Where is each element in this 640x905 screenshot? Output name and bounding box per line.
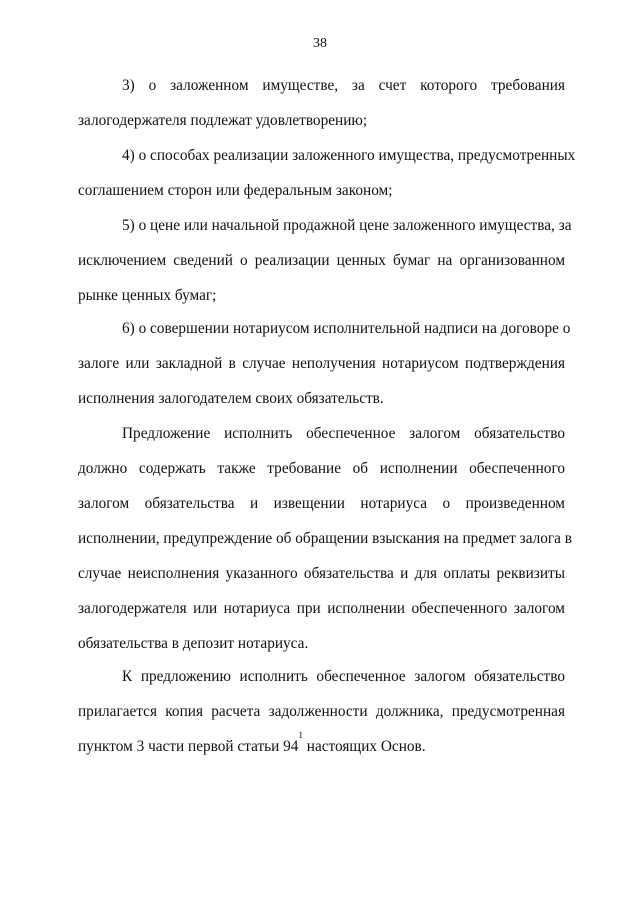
- page-number: 38: [313, 36, 327, 51]
- text-segment: пунктом 3 части первой статьи 94: [78, 738, 299, 755]
- superscript: 1: [298, 730, 303, 740]
- text-line: обязательства в депозит нотариуса.: [78, 635, 309, 652]
- text-line: прилагается копия расчета задолженности должника, предусмотренная: [78, 703, 565, 720]
- text-line: должно содержать также требование об исполнении обеспеченного: [78, 460, 565, 477]
- text-line: рынке ценных бумаг;: [78, 287, 217, 304]
- text-line: соглашением сторон или федеральным законом;: [78, 182, 393, 199]
- text-line: 4) о способах реализации заложенного имущества, предусмотренных: [122, 147, 576, 164]
- text-line: исполнении, предупреждение об обращении взыскания на предмет залога в: [78, 530, 573, 547]
- text-line: 3) о заложенном имуществе, за счет которого требования: [122, 77, 565, 94]
- text-line: случае неисполнения указанного обязательства и для оплаты реквизиты: [78, 565, 565, 582]
- body-paragraph: [78, 668, 565, 755]
- text-segment: настоящих Основ.: [302, 738, 426, 755]
- text-line: 5) о цене или начальной продажной цене заложенного имущества, за: [122, 217, 572, 234]
- list-item-5: [78, 217, 572, 304]
- list-item-4: [78, 147, 576, 199]
- text-line: залогодержателя подлежат удовлетворению;: [78, 112, 368, 129]
- body-paragraph: [78, 425, 573, 652]
- text-line: исключением сведений о реализации ценных бумаг на организованном: [78, 252, 565, 269]
- text-line: 6) о совершении нотариусом исполнительной надписи на договоре о: [122, 320, 571, 337]
- text-line: [78, 730, 565, 755]
- text-line: залогодержателя или нотариуса при исполнении обеспеченного залогом: [78, 600, 565, 617]
- list-item-6: [78, 320, 571, 407]
- text-line: исполнения залогодателем своих обязательств.: [78, 390, 384, 407]
- text-line: Предложение исполнить обеспеченное залогом обязательство: [122, 425, 565, 442]
- text-line: К предложению исполнить обеспеченное залогом обязательство: [122, 668, 565, 685]
- text-line: залогом обязательства и извещении нотариуса о произведенном: [78, 495, 565, 512]
- text-line: залоге или закладной в случае неполучения нотариусом подтверждения: [78, 355, 565, 372]
- list-item-3: [78, 77, 565, 129]
